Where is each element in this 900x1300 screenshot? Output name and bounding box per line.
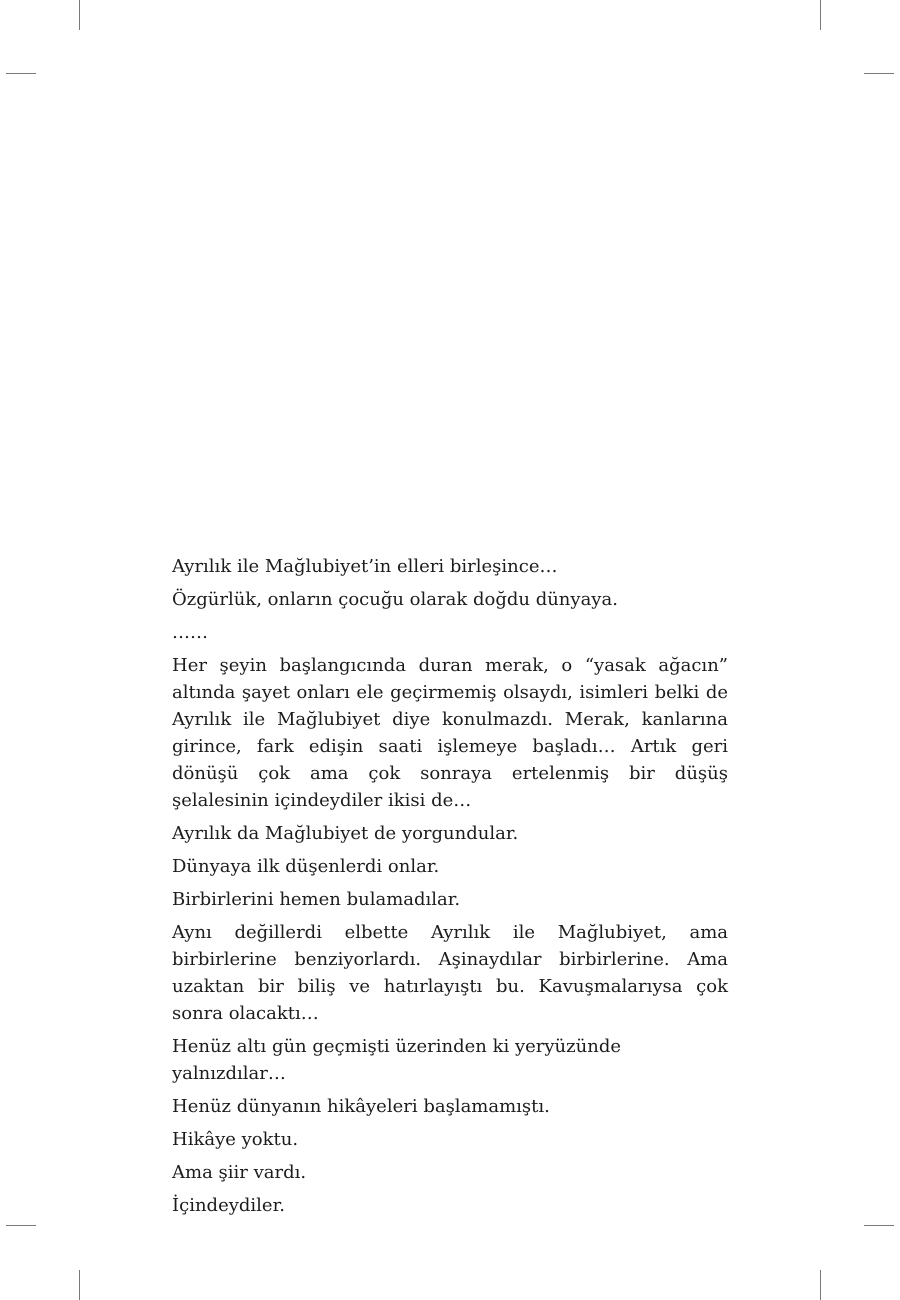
paragraph-4: Her şeyin başlangıcında duran merak, o “yasak ağacın” altında şayet onları ele geçirmemiş olsaydı, isimleri belki de Ayrılık ile Mağlubiyet diye konulmazdı. Merak, kanlarına girince, fark edişin saati işlemeye başladı… Artık geri dönüşü çok ama çok sonraya ertelenmiş bir düşüş şelalesinin içindeydiler ikisi de… — [172, 655, 728, 811]
paragraph-11: Hikâye yoktu. — [172, 1129, 299, 1150]
paragraph-13: İçindeydiler. — [172, 1195, 285, 1216]
paragraph-10: Henüz dünyanın hikâyeleri başlamamıştı. — [172, 1096, 550, 1117]
crop-mark-bottom-right-horizontal — [864, 1225, 894, 1226]
paragraph-5: Ayrılık da Mağlubiyet de yorgundular. — [172, 823, 519, 844]
crop-mark-top-right-vertical — [820, 0, 821, 30]
crop-mark-bottom-right-vertical — [820, 1270, 821, 1300]
crop-mark-top-left-vertical — [79, 0, 80, 30]
crop-mark-top-right-horizontal — [864, 73, 894, 74]
paragraph-9: Henüz altı gün geçmişti üzerinden ki yeryüzünde yalnızdılar… — [172, 1036, 621, 1084]
paragraph-6: Dünyaya ilk düşenlerdi onlar. — [172, 856, 440, 877]
paragraph-8: Aynı değillerdi elbette Ayrılık ile Mağlubiyet, ama birbirlerine benziyorlardı. Aşinaydılar birbirlerine. Ama uzaktan bir biliş ve hatırlayıştı bu. Kavuşmalarıysa çok sonra olacaktı… — [172, 922, 728, 1024]
body-text — [172, 553, 728, 1225]
paragraph-7: Birbirlerini hemen bulamadılar. — [172, 889, 461, 910]
crop-mark-bottom-left-horizontal — [6, 1225, 36, 1226]
crop-mark-top-left-horizontal — [6, 73, 36, 74]
paragraph-12: Ama şiir vardı. — [172, 1162, 307, 1183]
crop-mark-bottom-left-vertical — [79, 1270, 80, 1300]
paragraph-1: Ayrılık ile Mağlubiyet’in elleri birleşince… — [172, 556, 558, 577]
paragraph-separator: …… — [172, 622, 208, 643]
paragraph-2: Özgürlük, onların çocuğu olarak doğdu dünyaya. — [172, 589, 618, 610]
